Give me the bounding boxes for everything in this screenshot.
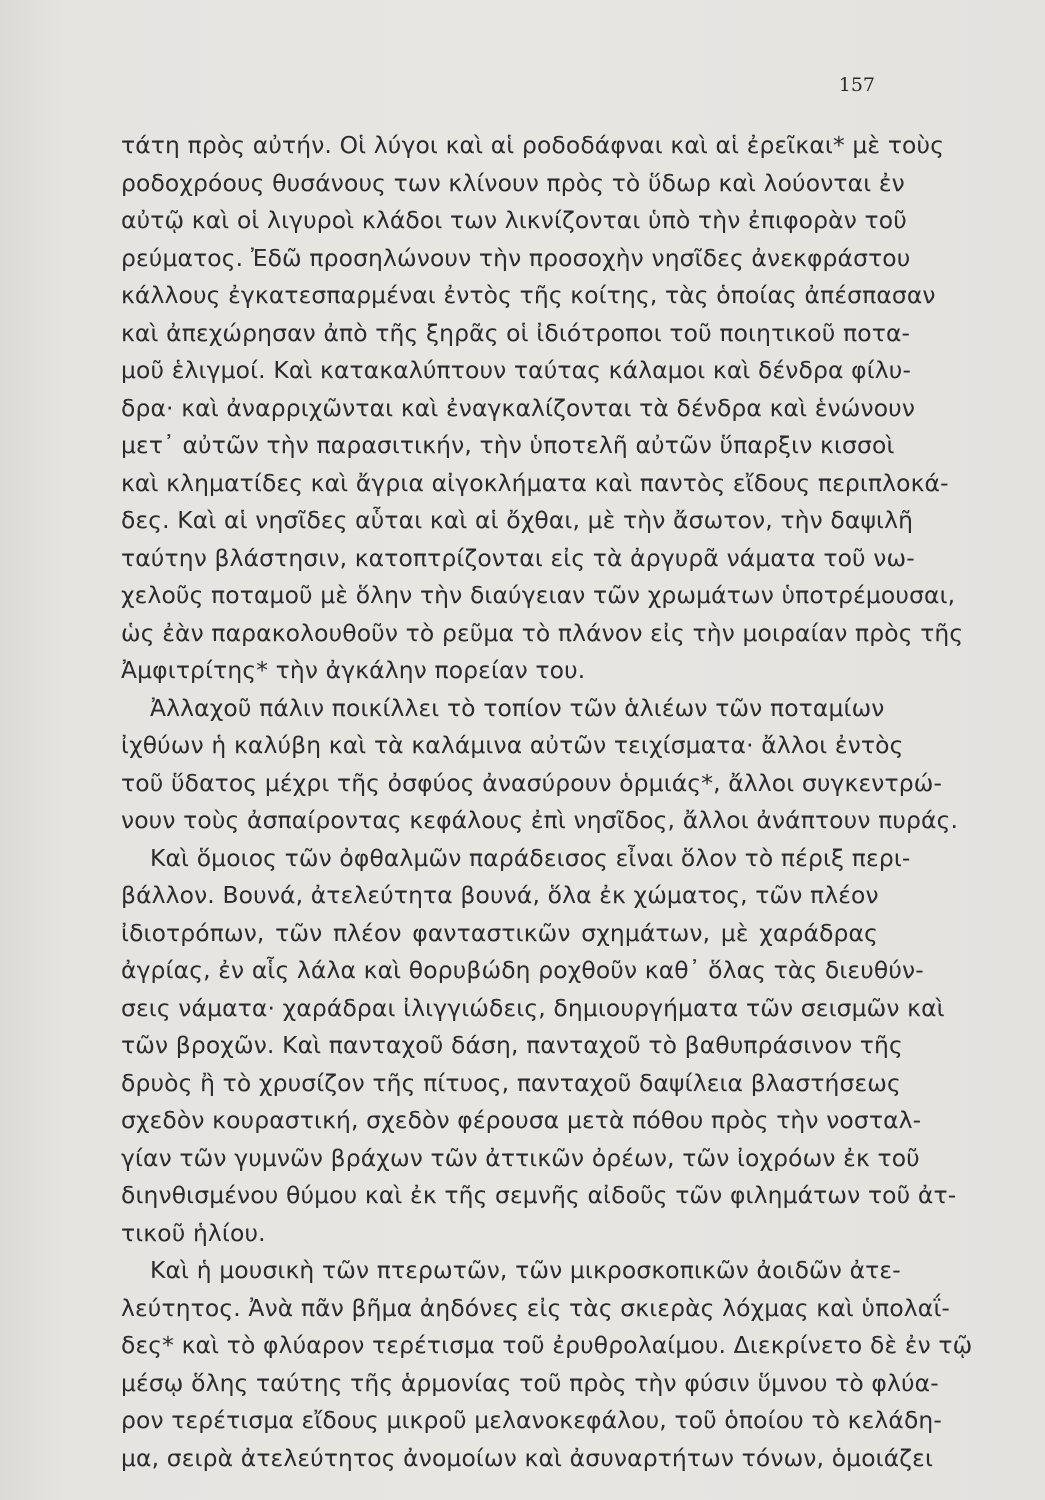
- text-line: τάτη πρὸς αὐτήν. Οἱ λύγοι καὶ αἱ ροδοδάφναι καὶ αἱ ἐρεῖκαι* μὲ τοὺς: [121, 131, 945, 159]
- text-line: ταύτην βλάστησιν, κατοπτρίζονται εἰς τὰ ἀργυρᾶ νάματα τοῦ νω-: [121, 543, 915, 572]
- text-line: Καὶ ὅμοιος τῶν ὀφθαλμῶν παράδεισος εἶναι ὅλον τὸ πέριξ περι-: [150, 843, 911, 872]
- page-number: 157: [838, 74, 875, 96]
- text-line: ρον τερέτισμα εἴδους μικροῦ μελανοκεφάλου, τοῦ ὁποίου τὸ κελάδη-: [121, 1406, 942, 1434]
- text-line: μα, σειρὰ ἀτελεύτητος ἀνομοίων καὶ ἀσυναρτήτων τόνων, ὁμοιάζει: [121, 1443, 934, 1472]
- text-line: σεις νάματα· χαράδραι ἰλιγγιώδεις, δημιουργήματα τῶν σεισμῶν καὶ: [121, 993, 945, 1022]
- text-line: δες. Καὶ αἱ νησῖδες αὗται καὶ αἱ ὄχθαι, μὲ τὴν ἄσωτον, τὴν δαψιλῆ: [121, 506, 914, 534]
- text-line: σχεδὸν κουραστική, σχεδὸν φέρουσα μετὰ πόθου πρὸς τὴν νοσταλ-: [121, 1106, 922, 1134]
- paragraph: [121, 690, 959, 840]
- paragraph: [121, 1252, 973, 1477]
- text-line: μετ᾽ αὐτῶν τὴν παρασιτικήν, τὴν ὑποτελῆ αὐτῶν ὕπαρξιν κισσοὶ: [121, 431, 895, 459]
- text-line: λεύτητος. Ἀνὰ πᾶν βῆμα ἀηδόνες εἰς τὰς σκιερὰς λόχμας καὶ ὑπολαΐ-: [121, 1293, 951, 1322]
- text-line: Ἀμφιτρίτης* τὴν ἀγκάλην πορείαν του.: [121, 656, 586, 684]
- text-line: Ἀλλαχοῦ πάλιν ποικίλλει τὸ τοπίον τῶν ἁλιέων τῶν ποταμίων: [150, 693, 885, 722]
- text-line: τικοῦ ἡλίου.: [121, 1218, 266, 1247]
- text-line: βάλλον. Βουνά, ἀτελεύτητα βουνά, ὅλα ἐκ χώματος, τῶν πλέον: [121, 881, 879, 909]
- text-line: Καὶ ἡ μουσικὴ τῶν πτερωτῶν, τῶν μικροσκοπικῶν ἀοιδῶν ἀτε-: [150, 1256, 901, 1284]
- text-line: μοῦ ἑλιγμοί. Καὶ κατακαλύπτουν ταύτας κάλαμοι καὶ δένδρα φίλυ-: [121, 356, 912, 384]
- text-line: ἀγρίας, ἐν αἷς λάλα καὶ θορυβώδη ροχθοῦν καθ᾽ ὅλας τὰς διευθύν-: [121, 956, 924, 984]
- text-line: αὐτῷ καὶ οἱ λιγυροὶ κλάδοι των λικνίζονται ὑπὸ τὴν ἐπιφορὰν τοῦ: [121, 206, 907, 234]
- text-line: ἰχθύων ἡ καλύβη καὶ τὰ καλάμινα αὐτῶν τειχίσματα· ἄλλοι ἐντὸς: [121, 731, 904, 759]
- text-line: νουν τοὺς ἀσπαίροντας κεφάλους ἐπὶ νησῖδος, ἄλλοι ἀνάπτουν πυράς.: [121, 806, 959, 834]
- paragraph: [121, 127, 964, 690]
- text-line: δες* καὶ τὸ φλύαρον τερέτισμα τοῦ ἐρυθρολαίμου. Διεκρίνετο δὲ ἐν τῷ: [121, 1331, 973, 1359]
- body-text: [121, 127, 973, 1477]
- text-line: καὶ κληματίδες καὶ ἄγρια αἰγοκλήματα καὶ παντὸς εἴδους περιπλοκά-: [121, 468, 949, 497]
- text-line: χελοῦς ποταμοῦ μὲ ὅλην τὴν διαύγειαν τῶν χρωμάτων ὑποτρέμουσαι,: [121, 581, 956, 609]
- text-line: καὶ ἀπεχώρησαν ἀπὸ τῆς ξηρᾶς οἱ ἰδιότροποι τοῦ ποιητικοῦ ποτα-: [121, 318, 911, 347]
- text-line: μέσῳ ὅλης ταύτης τῆς ἁρμονίας τοῦ πρὸς τὴν φύσιν ὕμνου τὸ φλύα-: [121, 1368, 939, 1397]
- text-line: ὡς ἐὰν παρακολουθοῦν τὸ ρεῦμα τὸ πλάνον εἰς τὴν μοιραίαν πρὸς τῆς: [121, 618, 964, 647]
- text-line: ἰδιοτρόπων, τῶν πλέον φανταστικῶν σχημάτων, μὲ χαράδρας: [121, 918, 878, 947]
- text-line: διηνθισμένου θύμου καὶ ἐκ τῆς σεμνῆς αἰδοῦς τῶν φιλημάτων τοῦ ἀτ-: [121, 1181, 957, 1209]
- paragraph: [121, 840, 957, 1253]
- text-line: ρεύματος. Ἐδῶ προσηλώνουν τὴν προσοχὴν νησῖδες ἀνεκφράστου: [121, 243, 911, 272]
- text-line: ροδοχρόους θυσάνους των κλίνουν πρὸς τὸ ὕδωρ καὶ λούονται ἐν: [121, 168, 905, 197]
- text-line: τοῦ ὕδατος μέχρι τῆς ὀσφύος ἀνασύρουν ὁρμιάς*, ἄλλοι συγκεντρώ-: [121, 768, 943, 797]
- text-line: γίαν τῶν γυμνῶν βράχων τῶν ἀττικῶν ὀρέων, τῶν ἰοχρόων ἐκ τοῦ: [121, 1143, 920, 1172]
- text-line: δρυὸς ἢ τὸ χρυσίζον τῆς πίτυος, πανταχοῦ δαψίλεια βλαστήσεως: [121, 1068, 901, 1097]
- text-line: κάλλους ἐγκατεσπαρμέναι ἐντὸς τῆς κοίτης, τὰς ὁποίας ἀπέσπασαν: [121, 281, 936, 309]
- text-line: δρα· καὶ ἀναρριχῶνται καὶ ἐναγκαλίζονται τὰ δένδρα καὶ ἑνώνουν: [121, 393, 916, 422]
- text-line: τῶν βροχῶν. Καὶ πανταχοῦ δάση, πανταχοῦ τὸ βαθυπράσινον τῆς: [121, 1031, 903, 1059]
